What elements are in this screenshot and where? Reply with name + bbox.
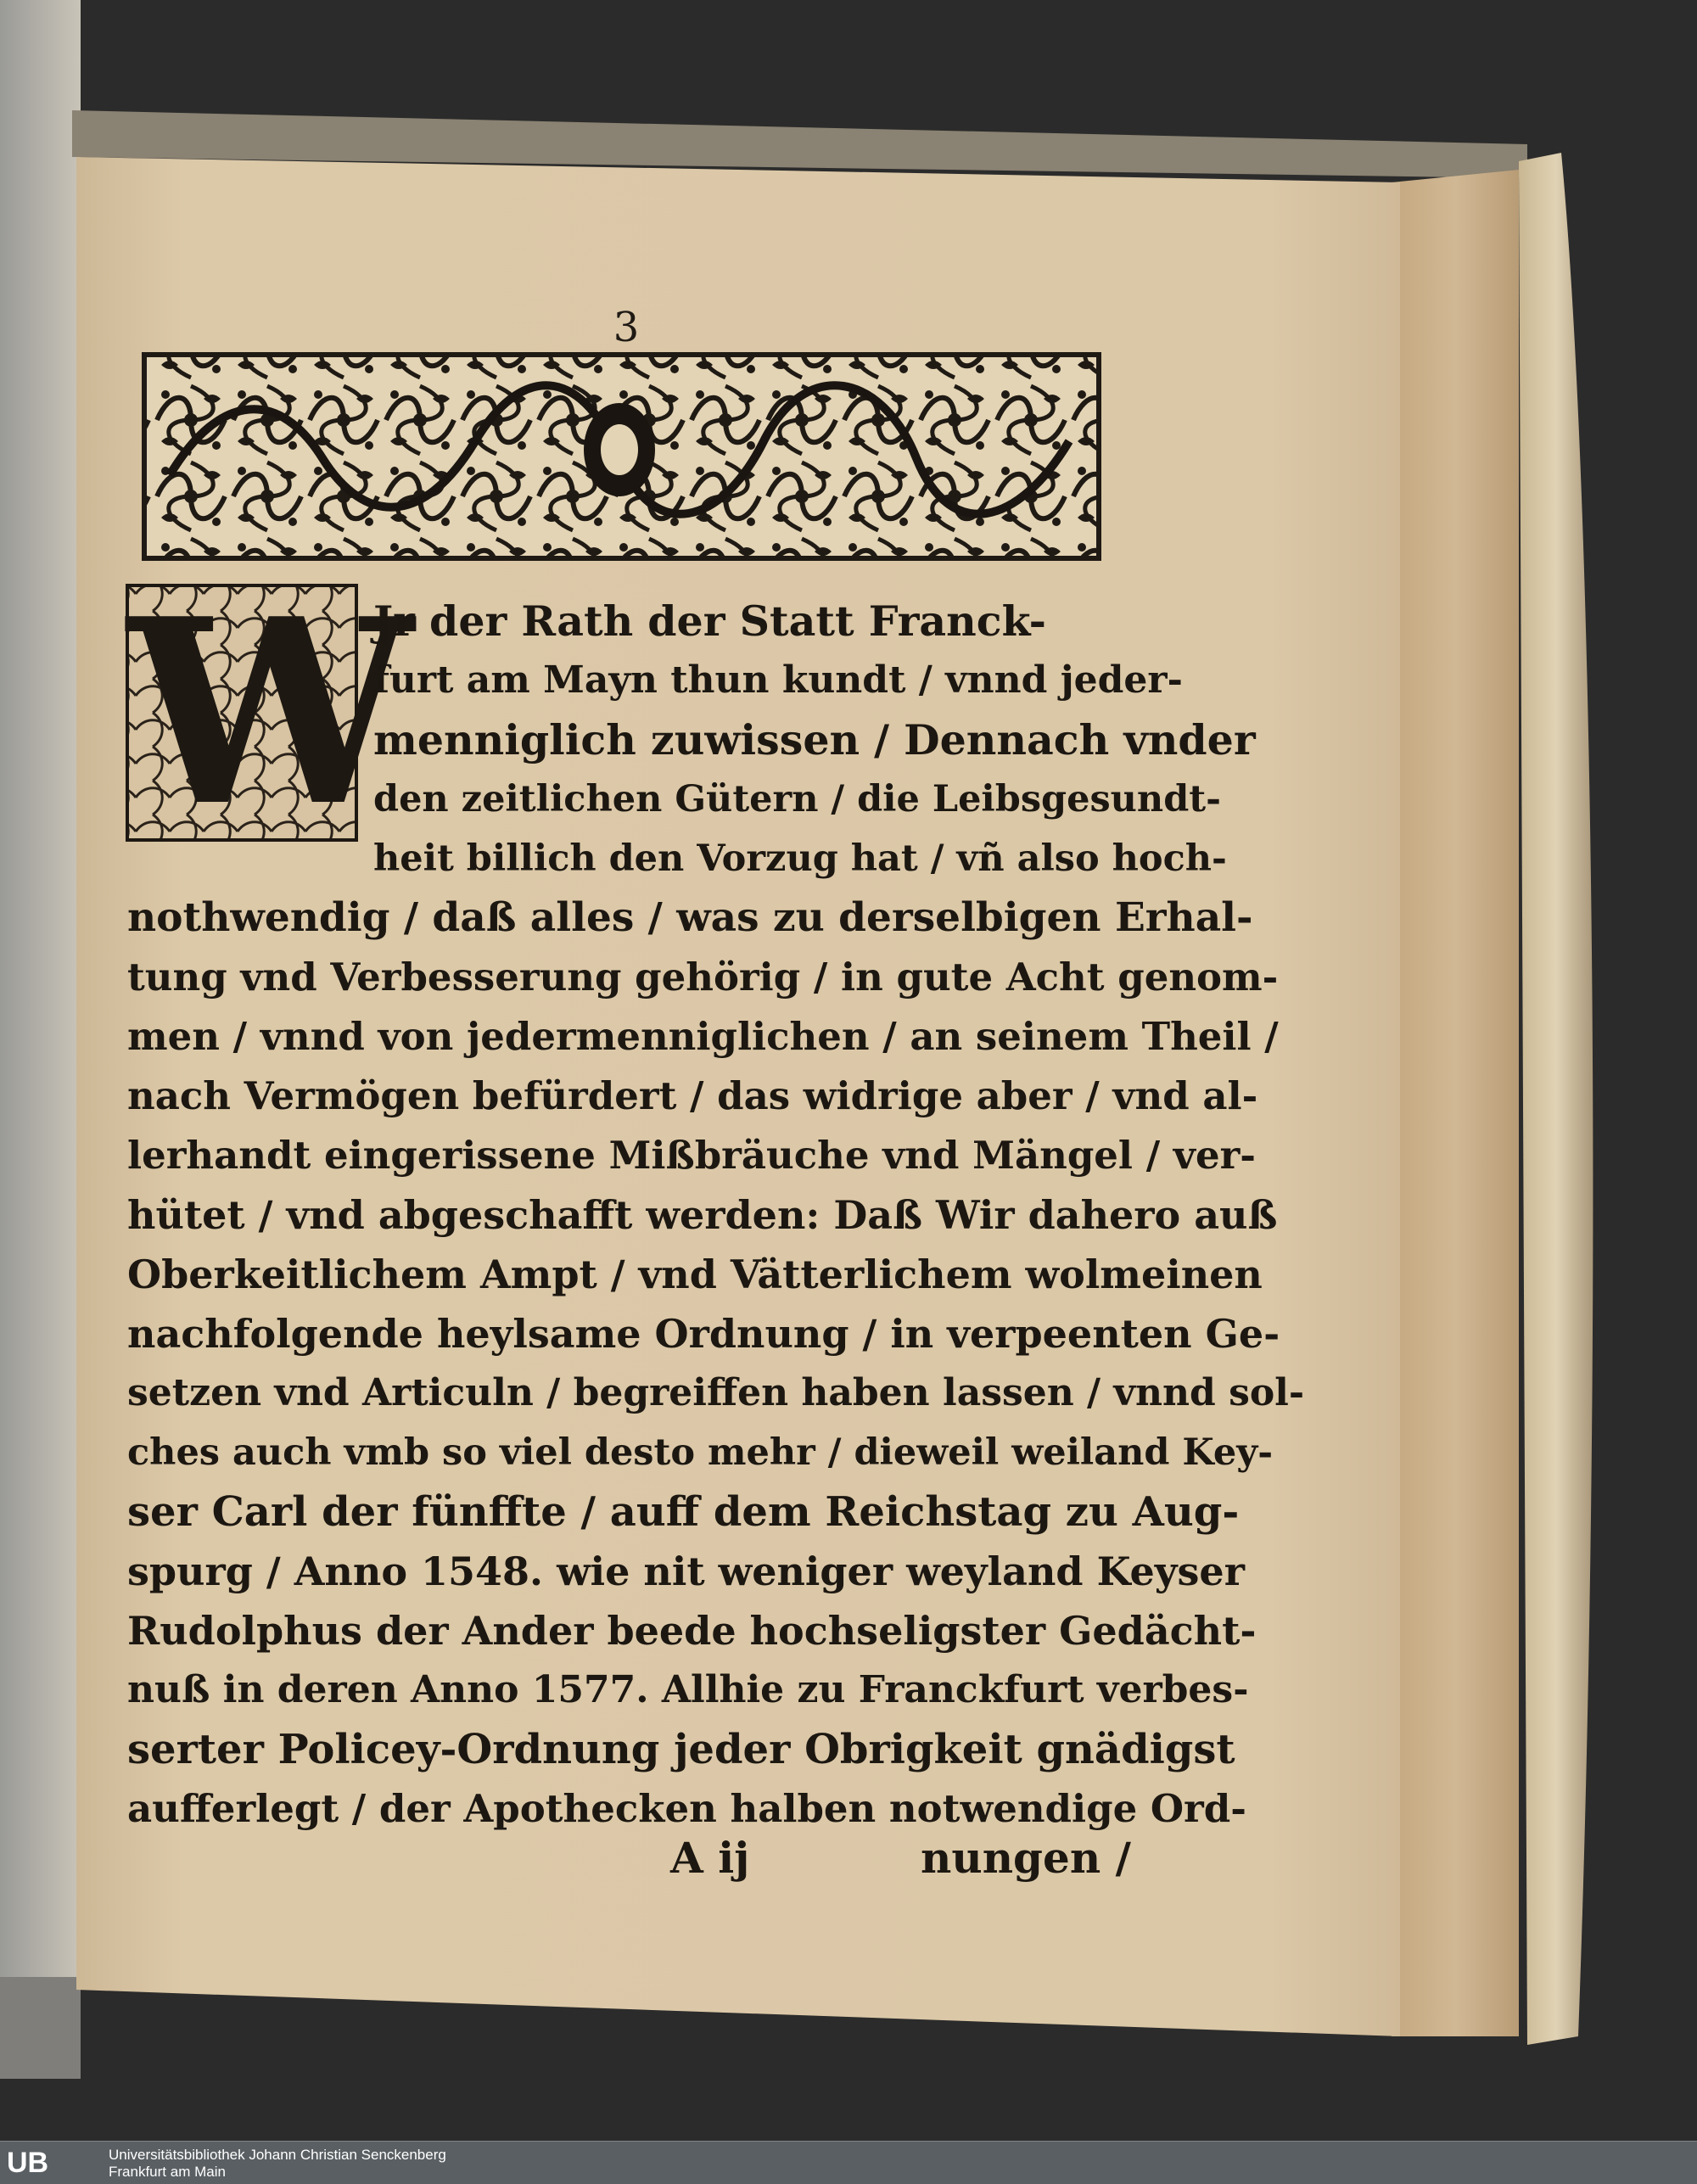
text-line: den zeitlichen Gütern / die Leibsgesundt-: [373, 778, 1221, 820]
text-line: Jr der Rath der Statt Franck-: [373, 596, 1046, 646]
text-line: hütet / vnd abgeschafft werden: Daß Wir dahero auß: [127, 1192, 1278, 1238]
text-line: men / vnnd von jedermenniglichen / an seinem Theil /: [127, 1014, 1279, 1059]
text-line: tung vnd Verbesserung gehörig / in gute Acht genom-: [127, 955, 1279, 1000]
text-line: ser Carl der fünffte / auff dem Reichstag zu Aug-: [127, 1488, 1240, 1536]
page-number: 3: [613, 304, 640, 351]
text-line: nothwendig / daß alles / was zu derselbigen Erhal-: [127, 894, 1253, 941]
catchword: nungen /: [921, 1833, 1131, 1883]
initial-letter: W: [127, 563, 413, 862]
ub-logo[interactable]: UB: [7, 2147, 49, 2179]
text-line: menniglich zuwissen / Dennach vnder: [373, 715, 1256, 764]
text-line: serter Policey-Ordnung jeder Obrigkeit gnädigst: [127, 1726, 1235, 1773]
text-line: aufferlegt / der Apothecken halben notwendige Ord-: [127, 1786, 1246, 1831]
text-line: Oberkeitlichem Ampt / vnd Vätterlichem wolmeinen: [127, 1252, 1263, 1297]
text-line: furt am Mayn thun kundt / vnnd jeder-: [373, 658, 1183, 702]
text-line: ches auch vmb so viel desto mehr / dieweil weiland Key-: [127, 1431, 1274, 1474]
text-line: setzen vnd Articuln / begreiffen haben lassen / vnnd sol-: [127, 1371, 1305, 1414]
footer-library-name: Universitätsbibliothek Johann Christian Senckenberg: [109, 2147, 446, 2163]
text-line: Rudolphus der Ander beede hochseligster Gedächt-: [127, 1608, 1257, 1654]
text-line: spurg / Anno 1548. wie nit weniger weyland Keyser: [127, 1548, 1245, 1594]
footer-location: Frankfurt am Main: [109, 2164, 226, 2180]
text-line: nuß in deren Anno 1577. Allhie zu Franckfurt verbes-: [127, 1668, 1249, 1711]
text-line: heit billich den Vorzug hat / vñ also hoch-: [373, 837, 1227, 880]
text-line: nach Vermögen befürdert / das widrige aber / vnd al-: [127, 1073, 1258, 1118]
text-line: lerhandt eingerissene Mißbräuche vnd Mängel / ver-: [127, 1133, 1256, 1178]
signature-mark: A ij: [670, 1833, 750, 1883]
footer-bar: [0, 2141, 1697, 2184]
text-line: nachfolgende heylsame Ordnung / in verpeenten Ge-: [127, 1311, 1280, 1357]
